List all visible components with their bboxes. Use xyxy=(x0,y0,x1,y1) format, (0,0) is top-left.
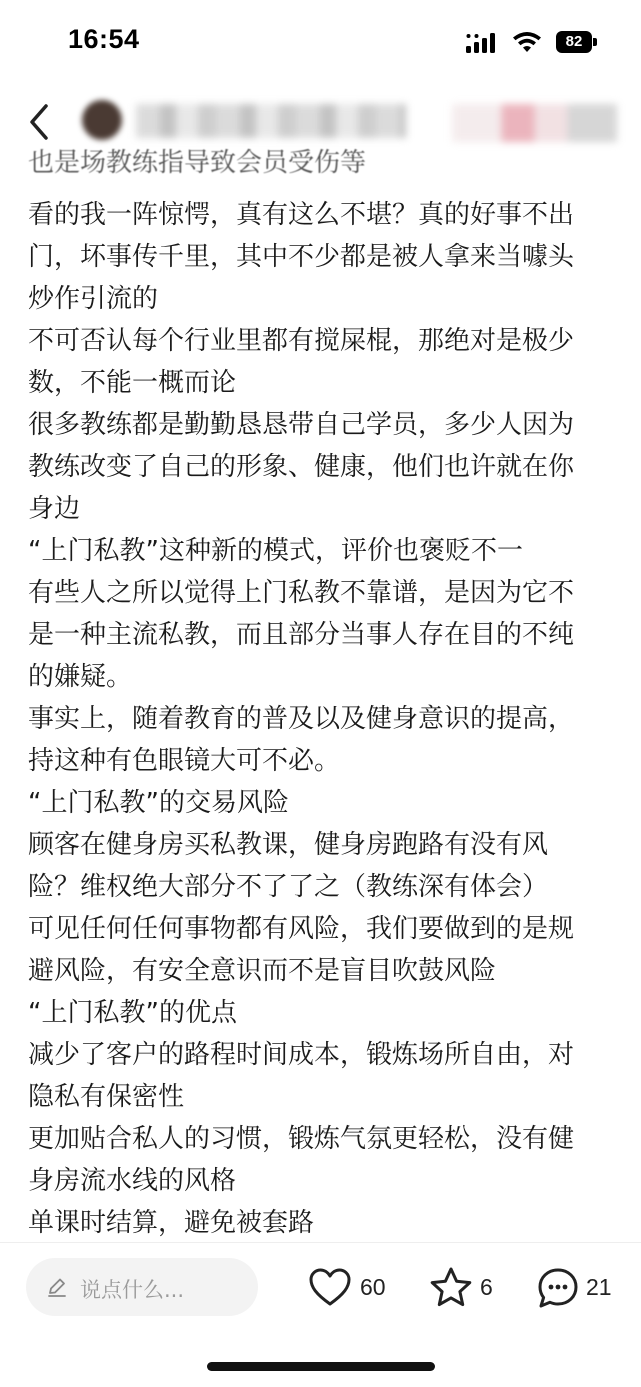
comment-placeholder: 说点什么... xyxy=(80,1278,185,1302)
status-bar xyxy=(0,0,641,84)
article-line: 的嫌疑。 xyxy=(28,662,133,692)
star-icon xyxy=(428,1266,474,1310)
article-line: 事实上，随着教育的普及以及健身意识的提高， xyxy=(28,704,575,734)
article-line: 有些人之所以觉得上门私教不靠谱，是因为它不 xyxy=(28,578,575,608)
article-line: 身边 xyxy=(28,494,81,524)
article-cutoff-line: 也是场教练指导致会员受伤等 xyxy=(28,148,367,178)
comment-input[interactable] xyxy=(26,1258,258,1316)
cellular-signal-icon xyxy=(466,32,502,54)
article-line: 数，不能一概而论 xyxy=(28,368,237,398)
article-line: 可见任何任何事物都有风险，我们要做到的是规 xyxy=(28,914,575,944)
article-line: 教练改变了自己的形象、健康，他们也许就在你 xyxy=(28,452,575,482)
article-line: 持这种有色眼镜大可不必。 xyxy=(28,746,341,776)
favorite-count: 6 xyxy=(480,1274,493,1300)
status-time: 16:54 xyxy=(68,24,140,54)
pencil-icon xyxy=(46,1276,68,1298)
author-name-blurred[interactable] xyxy=(136,104,406,138)
like-count: 60 xyxy=(360,1274,386,1300)
article-line: 身房流水线的风格 xyxy=(28,1166,237,1196)
article-line: 避风险，有安全意识而不是盲目吹鼓风险 xyxy=(28,956,497,986)
avatar[interactable] xyxy=(82,100,122,140)
comment-bubble-icon xyxy=(536,1266,580,1310)
heart-icon xyxy=(308,1266,352,1310)
follow-button-blurred[interactable] xyxy=(452,104,617,142)
article-line: 隐私有保密性 xyxy=(28,1082,185,1112)
back-button[interactable] xyxy=(22,100,58,144)
article-line: 门，坏事传千里，其中不少都是被人拿来当噱头 xyxy=(28,242,575,272)
comment-count: 21 xyxy=(586,1274,612,1300)
bottom-divider xyxy=(0,1242,641,1243)
article-lines xyxy=(28,194,574,1244)
article-line: 险？维权绝大部分不了了之（教练深有体会） xyxy=(28,872,549,902)
wifi-icon xyxy=(512,30,542,54)
article-line: 看的我一阵惊愕，真有这么不堪？真的好事不出 xyxy=(28,200,575,230)
article-line: “上门私教”的优点 xyxy=(28,998,237,1028)
battery-icon xyxy=(556,31,598,53)
article-line: 不可否认每个行业里都有搅屎棍，那绝对是极少 xyxy=(28,326,575,356)
article-line: 更加贴合私人的习惯，锻炼气氛更轻松，没有健 xyxy=(28,1124,575,1154)
article-line: 顾客在健身房买私教课，健身房跑路有没有风 xyxy=(28,830,549,860)
article-line: 炒作引流的 xyxy=(28,284,159,314)
home-indicator[interactable] xyxy=(207,1362,435,1371)
article-body xyxy=(28,148,618,1242)
article-line: 单课时结算，避免被套路 xyxy=(28,1208,315,1238)
article-line: “上门私教”的交易风险 xyxy=(28,788,289,818)
battery-level: 82 xyxy=(556,31,592,53)
article-line: 减少了客户的路程时间成本，锻炼场所自由，对 xyxy=(28,1040,575,1070)
article-line: 是一种主流私教，而且部分当事人存在目的不纯 xyxy=(28,620,575,650)
article-line: “上门私教”这种新的模式，评价也褒贬不一 xyxy=(28,536,523,566)
article-line: 很多教练都是勤勤恳恳带自己学员，多少人因为 xyxy=(28,410,575,440)
